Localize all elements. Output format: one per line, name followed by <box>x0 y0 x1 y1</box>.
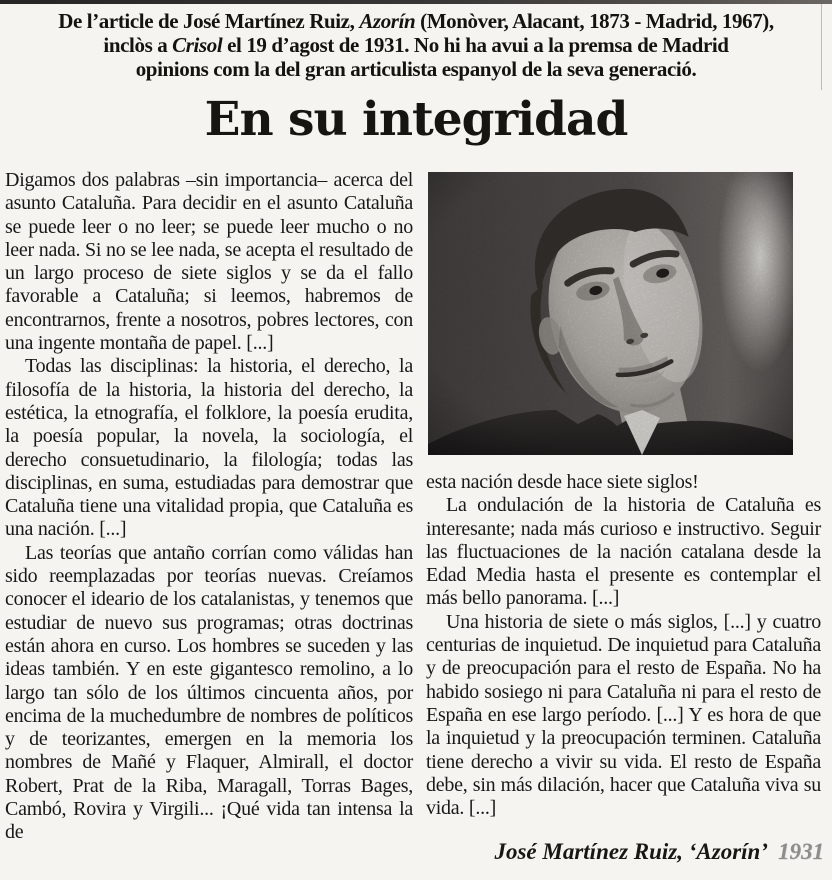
lede-text: el 19 d’agost de 1931. No hi ha avui a la premsa de Madrid <box>222 33 729 57</box>
portrait-photo-graphic <box>428 172 793 455</box>
lede-text: opinions com la del gran articulista espanyol de la seva generació. <box>135 57 697 81</box>
article-paragraph: Todas las disciplinas: la historia, el derecho, la filosofía de la historia, la historia del derecho, la estética, la etnografía, el folklore, la poesía erudita, la poesía popular, la novela, la sociología, el derecho consuetudinario, la filología; todas las disciplinas, en suma, estudiadas para demostrar que Cataluña tiene una vitalidad propia, que Cataluña es una nación. [...] <box>5 355 413 541</box>
scan-edge-line <box>821 4 822 90</box>
right-column <box>426 471 821 820</box>
article-paragraph: Una historia de siete o más siglos, [...] y cuatro centurias de inquietud. De inquietud para Cataluña y de preocupación para el resto de España. No ha habido sosiego ni para Cataluña ni para el resto de España en ese largo período. [...] Y es hora de que la inquietud y la preocupación terminen. Cataluña tiene derecho a vivir su vida. El resto de España debe, sin más dilación, hacer que Cataluña viva su vida. [...] <box>426 610 821 820</box>
article-paragraph: La ondulación de la historia de Cataluña es interesante; nada más curioso e instructivo. Seguir las fluctuaciones de la nación catalana desde la Edad Media hasta el presente es contemplar el más bello panorama. [...] <box>426 494 821 610</box>
left-column <box>5 169 413 845</box>
lede-italic-crisol: Crisol <box>172 33 223 57</box>
top-rule <box>0 0 832 4</box>
article-paragraph: esta nación desde hace siete siglos! <box>426 471 699 493</box>
signature-name: José Martínez Ruiz, ‘Azorín’ <box>494 839 768 864</box>
article-headline: En su integridad <box>204 92 628 147</box>
lede-text: inclòs a <box>103 33 173 57</box>
lede-italic-azorin: Azorín <box>359 9 416 33</box>
lede-text: (Monòver, Alacant, 1873 - Madrid, 1967), <box>415 9 774 33</box>
article-paragraph: Digamos dos palabras –sin importancia– acerca del asunto Cataluña. Para decidir en el asunto Cataluña se puede leer o no leer; se puede leer mucho o no leer nada. Si no se lee nada, se acepta el resultado de un largo proceso de siete siglos y se da el fallo favorable a Cataluña; si leemos, habremos de encontrarnos, frente a nosotros, pobres lectores, con una ingente montaña de papel. [...] <box>5 169 413 355</box>
article-paragraph: Las teorías que antaño corrían como válidas han sido reemplazadas por teorías nuevas. Creíamos conocer el ideario de los catalanistas, y tenemos que estudiar de nuevo sus programas; otras doctrinas están ahora en curso. Los hombres se suceden y las ideas también. Y en este gigantesco remolino, a lo largo tan sólo de los últimos cincuenta años, por encima de la muchedumbre de nombres de políticos y de teorizantes, emergen en la memoria los nombres de Mañé y Flaquer, Almirall, el doctor Robert, Prat de la Riba, Maragall, Torras Bages, Cambó, Rovira y Virgili... ¡Qué vida tan intensa la de <box>5 541 413 844</box>
lede-paragraph <box>16 9 816 81</box>
signature-year: 1931 <box>778 839 824 864</box>
portrait-photo <box>428 172 793 455</box>
signature-line <box>426 838 824 866</box>
lede-text: De l’article de José Martínez Ruiz, <box>58 9 360 33</box>
